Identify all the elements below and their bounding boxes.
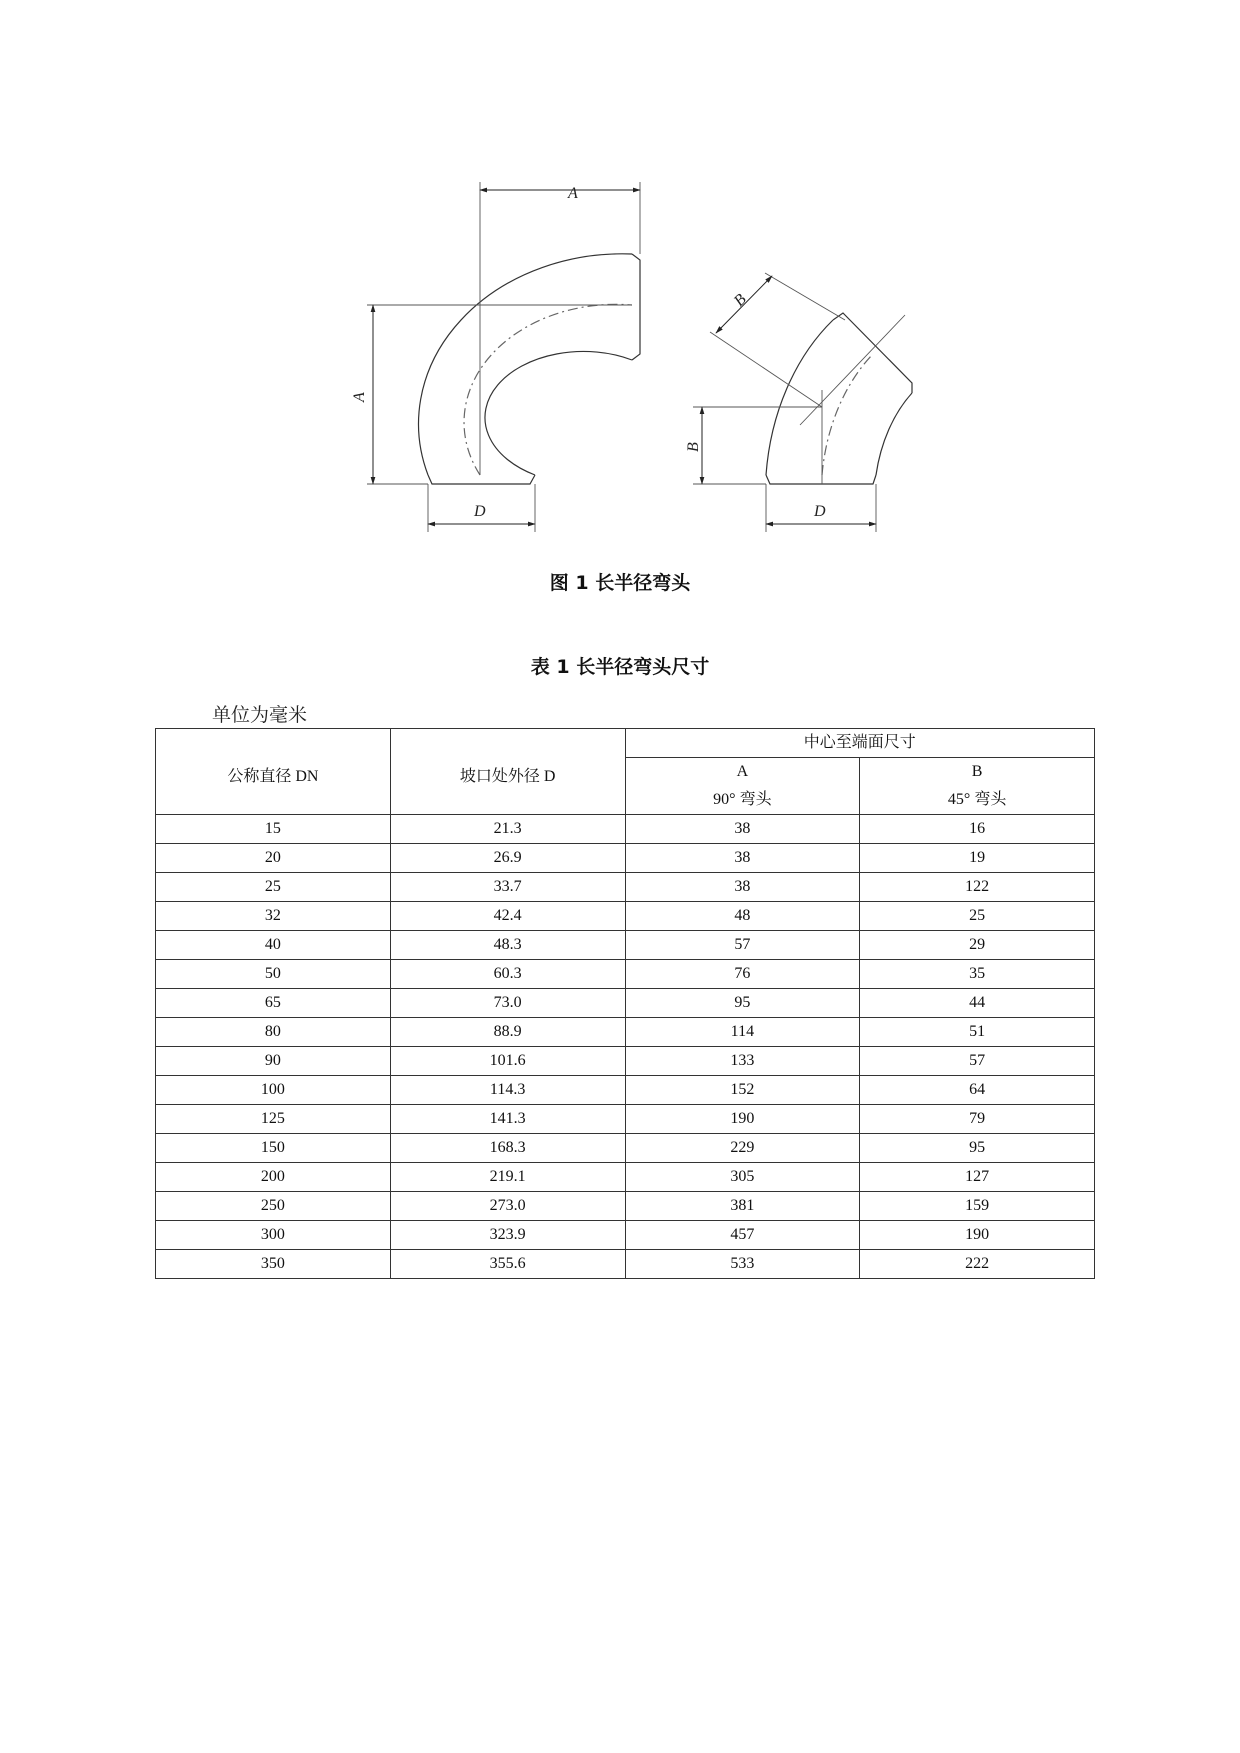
cell-dn: 90 [156,1047,391,1076]
dim-label-a-top: A [568,185,578,202]
cell-od: 141.3 [390,1105,625,1134]
cell-od: 88.9 [390,1018,625,1047]
cell-od: 101.6 [390,1047,625,1076]
header-b-sub: 45° 弯头 [947,791,1007,808]
header-a-label: A [736,763,749,780]
cell-b: 57 [860,1047,1095,1076]
table-row [156,1192,1095,1221]
header-dn: 公称直径 DN [156,729,391,815]
header-b-label: B [971,763,983,780]
cell-od: 26.9 [390,844,625,873]
header-b [860,758,1095,815]
table-row [156,989,1095,1018]
table-row [156,1221,1095,1250]
cell-b: 64 [860,1076,1095,1105]
cell-od: 73.0 [390,989,625,1018]
cell-b: 79 [860,1105,1095,1134]
cell-b: 159 [860,1192,1095,1221]
table-row [156,1163,1095,1192]
cell-b: 44 [860,989,1095,1018]
cell-b: 127 [860,1163,1095,1192]
cell-a: 57 [625,931,860,960]
cell-a: 114 [625,1018,860,1047]
cell-a: 533 [625,1250,860,1279]
cell-dn: 50 [156,960,391,989]
cell-dn: 20 [156,844,391,873]
table-row [156,844,1095,873]
table-row [156,960,1095,989]
cell-dn: 150 [156,1134,391,1163]
cell-a: 305 [625,1163,860,1192]
cell-a: 457 [625,1221,860,1250]
cell-a: 190 [625,1105,860,1134]
cell-dn: 100 [156,1076,391,1105]
header-a [625,758,860,815]
header-od: 坡口处外径 D [390,729,625,815]
cell-a: 152 [625,1076,860,1105]
table-caption: 表 1 长半径弯头尺寸 [530,656,710,678]
cell-dn: 300 [156,1221,391,1250]
unit-note: 单位为毫米 [212,704,308,726]
cell-a: 48 [625,902,860,931]
table-row [156,815,1095,844]
cell-b: 25 [860,902,1095,931]
cell-a: 38 [625,844,860,873]
cell-od: 355.6 [390,1250,625,1279]
cell-b: 95 [860,1134,1095,1163]
cell-a: 38 [625,873,860,902]
cell-a: 76 [625,960,860,989]
cell-b: 122 [860,873,1095,902]
cell-od: 273.0 [390,1192,625,1221]
cell-dn: 200 [156,1163,391,1192]
cell-od: 323.9 [390,1221,625,1250]
dim-label-a-left: A [351,392,368,402]
elbow-90-shape [419,254,640,484]
cell-a: 381 [625,1192,860,1221]
cell-dn: 80 [156,1018,391,1047]
table-row [156,1076,1095,1105]
cell-b: 29 [860,931,1095,960]
cell-a: 229 [625,1134,860,1163]
cell-dn: 250 [156,1192,391,1221]
cell-b: 222 [860,1250,1095,1279]
cell-od: 168.3 [390,1134,625,1163]
table-row [156,1134,1095,1163]
header-center-to-end: 中心至端面尺寸 [625,729,1095,758]
table-row [156,1047,1095,1076]
table-row [156,1018,1095,1047]
dim-label-b-diagonal: B [730,290,750,310]
cell-b: 16 [860,815,1095,844]
cell-od: 33.7 [390,873,625,902]
cell-dn: 40 [156,931,391,960]
table-row [156,1105,1095,1134]
figure-caption: 图 1 长半径弯头 [549,572,691,594]
dimension-table [155,728,1095,1279]
cell-od: 114.3 [390,1076,625,1105]
table-row [156,931,1095,960]
cell-b: 19 [860,844,1095,873]
cell-od: 21.3 [390,815,625,844]
cell-dn: 15 [156,815,391,844]
cell-b: 51 [860,1018,1095,1047]
cell-b: 190 [860,1221,1095,1250]
table-row [156,1250,1095,1279]
cell-a: 133 [625,1047,860,1076]
elbow-drawing [340,180,940,550]
dim-label-b-left: B [685,442,702,452]
cell-dn: 65 [156,989,391,1018]
table-row [156,873,1095,902]
elbow-45-shape [766,313,912,484]
cell-od: 42.4 [390,902,625,931]
cell-od: 60.3 [390,960,625,989]
cell-dn: 125 [156,1105,391,1134]
cell-od: 219.1 [390,1163,625,1192]
cell-dn: 350 [156,1250,391,1279]
table-row [156,902,1095,931]
table-body [156,815,1095,1279]
cell-b: 35 [860,960,1095,989]
elbow-drawing-svg [340,180,940,550]
dim-label-d-45: D [814,503,826,520]
cell-dn: 25 [156,873,391,902]
cell-dn: 32 [156,902,391,931]
header-a-sub: 90° 弯头 [713,791,772,808]
cell-od: 48.3 [390,931,625,960]
dim-label-d-90: D [474,503,486,520]
cell-a: 95 [625,989,860,1018]
cell-a: 38 [625,815,860,844]
